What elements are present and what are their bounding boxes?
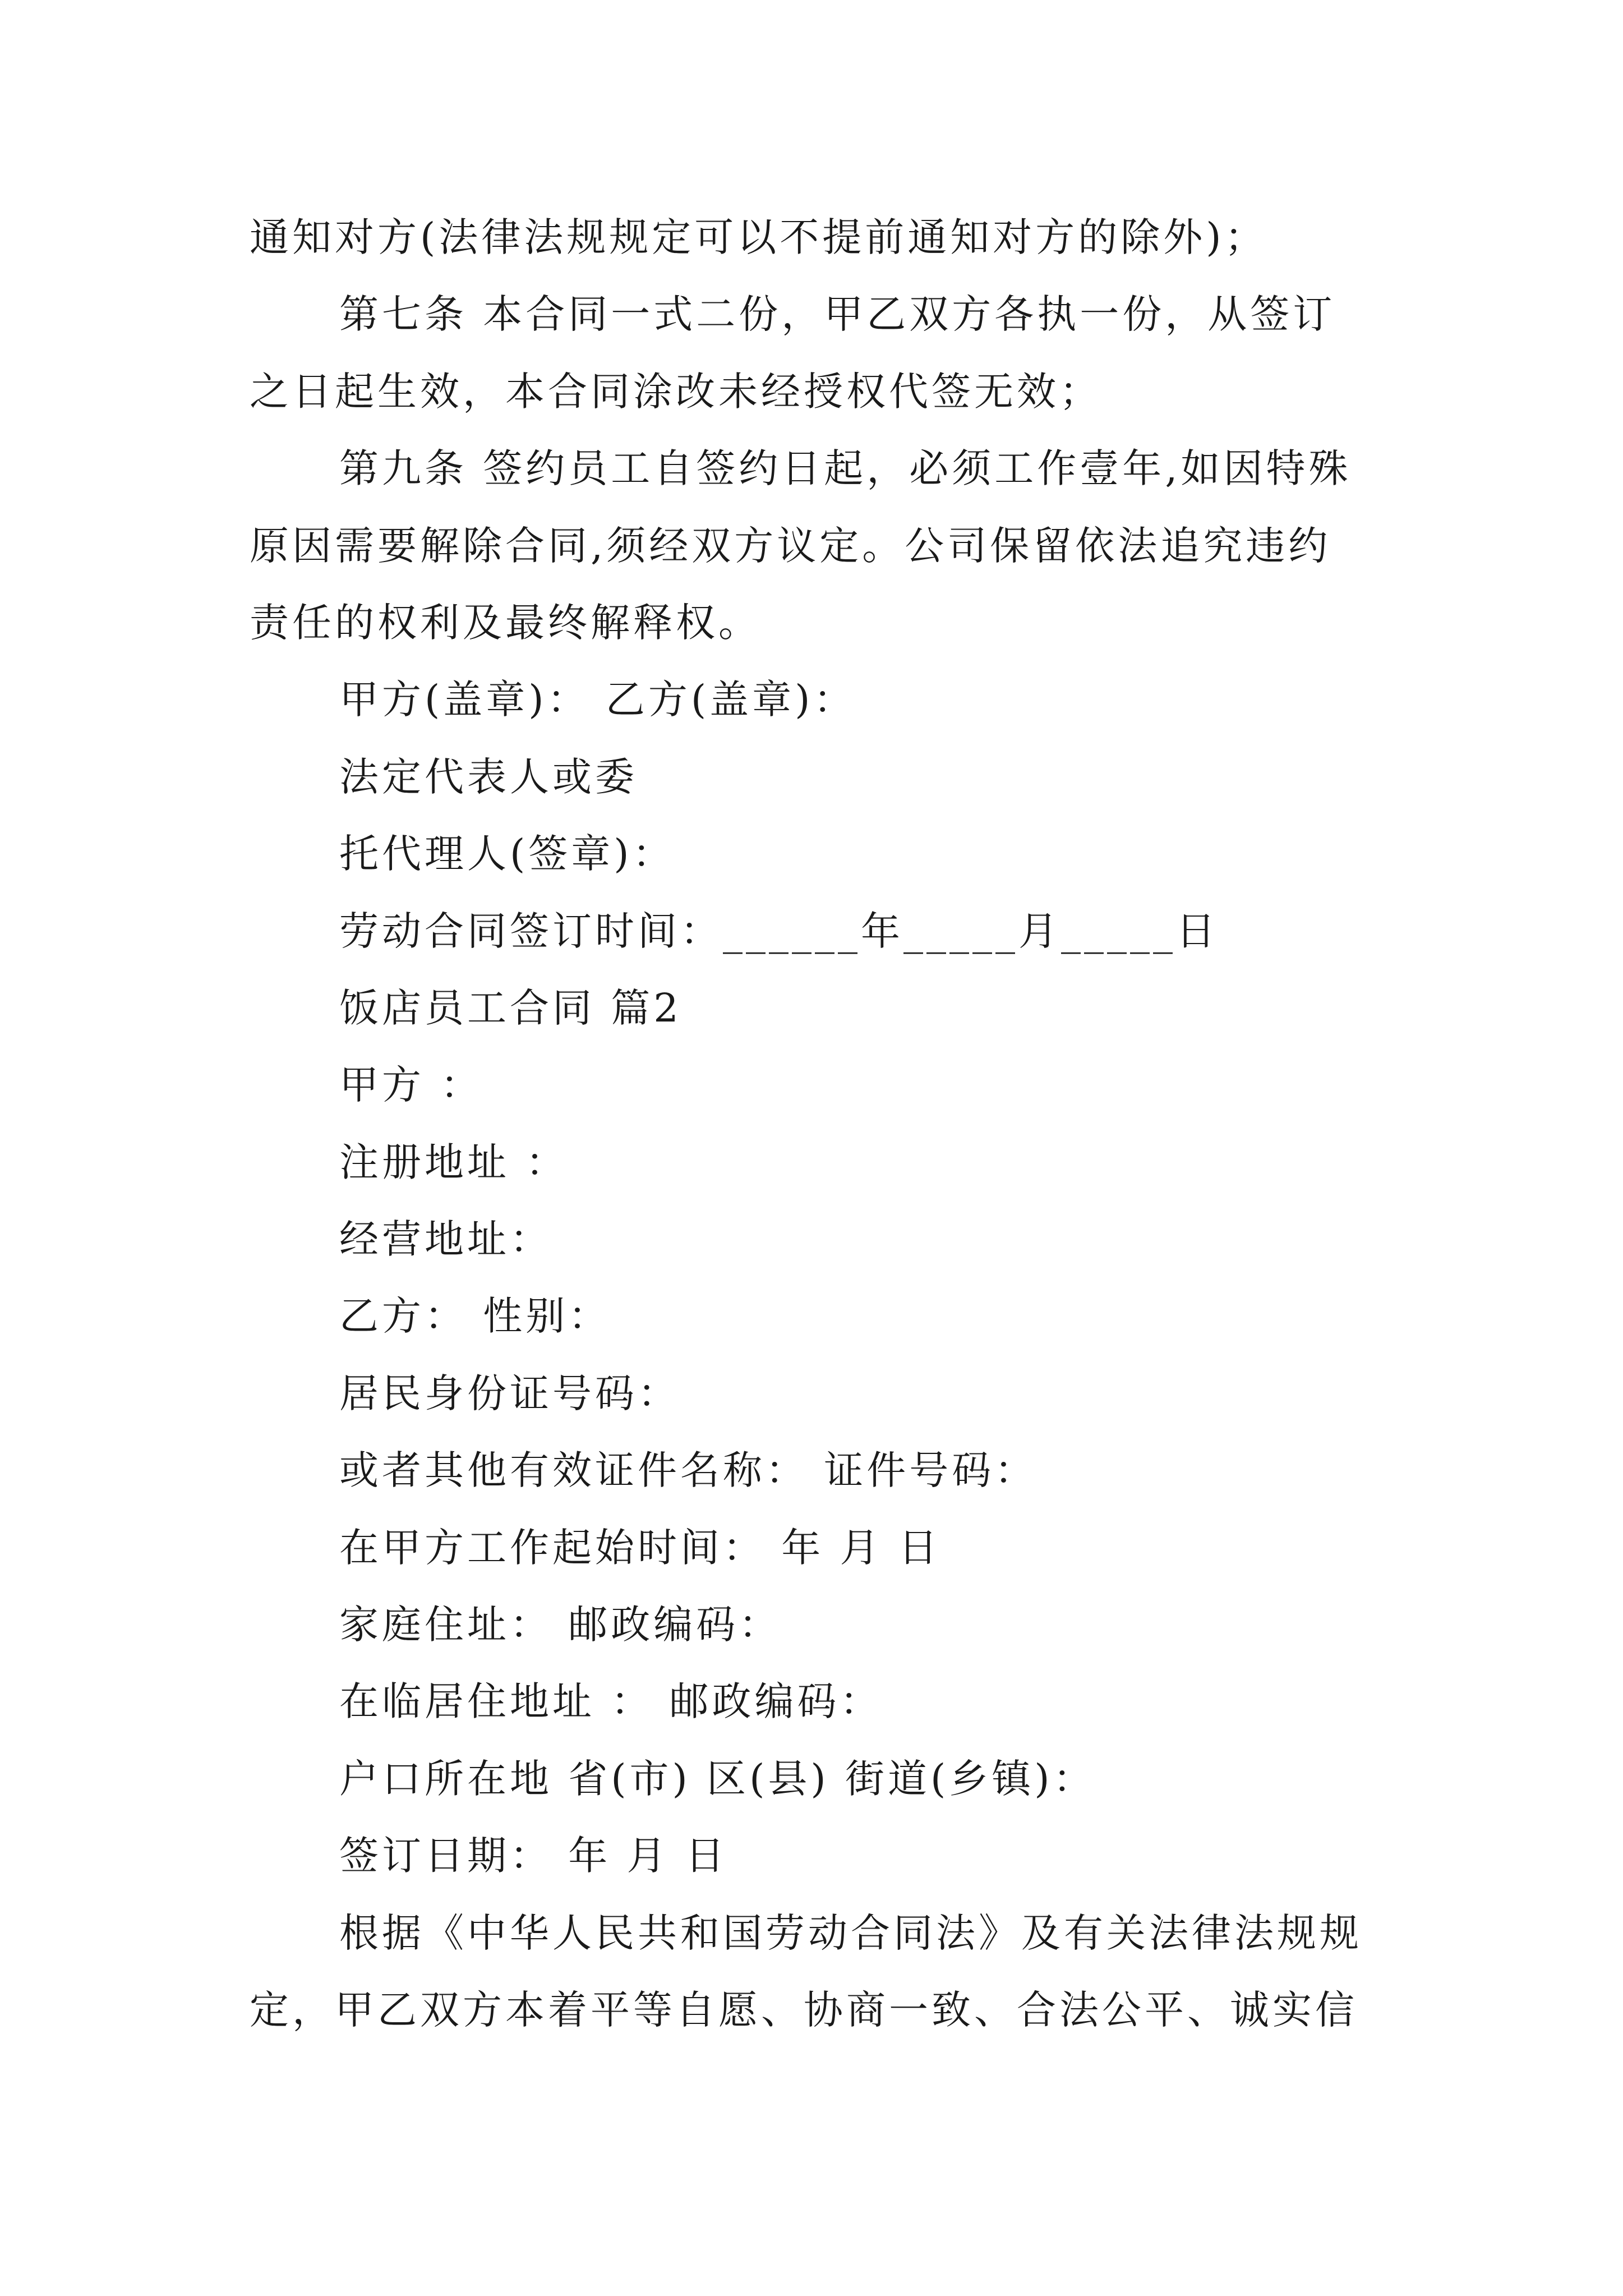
form-field-line: 注册地址 ： bbox=[339, 1139, 569, 1185]
text-line: 之日起生效，本合同涂改未经授权代签无效； bbox=[250, 368, 1102, 415]
signing-date-line: 劳动合同签订时间：______年_____月_____日 bbox=[339, 908, 1219, 954]
text-line: 托代理人(签章)： bbox=[339, 831, 675, 877]
text-line: 根据《中华人民共和国劳动合同法》及有关法律法规规 bbox=[339, 1910, 1362, 1956]
form-field-line: 在临居住地址 ： 邮政编码： bbox=[339, 1678, 883, 1725]
text-line: 通知对方(法律法规规定可以不提前通知对方的除外)； bbox=[250, 214, 1267, 260]
section-heading: 饭店员工合同 篇2 bbox=[339, 984, 682, 1031]
form-field-line: 经营地址： bbox=[339, 1216, 552, 1263]
contract-body-text bbox=[250, 199, 1388, 2049]
text-line: 第九条 签约员工自签约日起，必须工作壹年,如因特殊 bbox=[339, 445, 1352, 492]
text-line: 法定代表人或委 bbox=[339, 753, 638, 800]
form-field-line: 甲方 ： bbox=[339, 1062, 483, 1108]
form-field-line: 乙方： 性别： bbox=[339, 1293, 611, 1340]
text-line: 定，甲乙双方本着平等自愿、协商一致、合法公平、诚实信 bbox=[250, 1986, 1358, 2033]
signature-line: 甲方(盖章)： 乙方(盖章)： bbox=[339, 677, 856, 723]
text-line: 原因需要解除合同,须经双方议定。公司保留依法追究违约 bbox=[250, 522, 1331, 569]
form-field-line: 签订日期： 年 月 日 bbox=[339, 1833, 728, 1879]
form-field-line: 在甲方工作起始时间： 年 月 日 bbox=[339, 1524, 941, 1571]
text-line: 第七条 本合同一式二份，甲乙双方各执一份，从签订 bbox=[339, 291, 1336, 338]
form-field-line: 或者其他有效证件名称： 证件号码： bbox=[339, 1447, 1038, 1494]
form-field-line: 户口所在地 省(市) 区(县) 街道(乡镇)： bbox=[339, 1755, 1096, 1802]
form-field-line: 家庭住址： 邮政编码： bbox=[339, 1602, 782, 1648]
text-line: 责任的权利及最终解释权。 bbox=[250, 599, 761, 646]
form-field-line: 居民身份证号码： bbox=[339, 1370, 680, 1416]
